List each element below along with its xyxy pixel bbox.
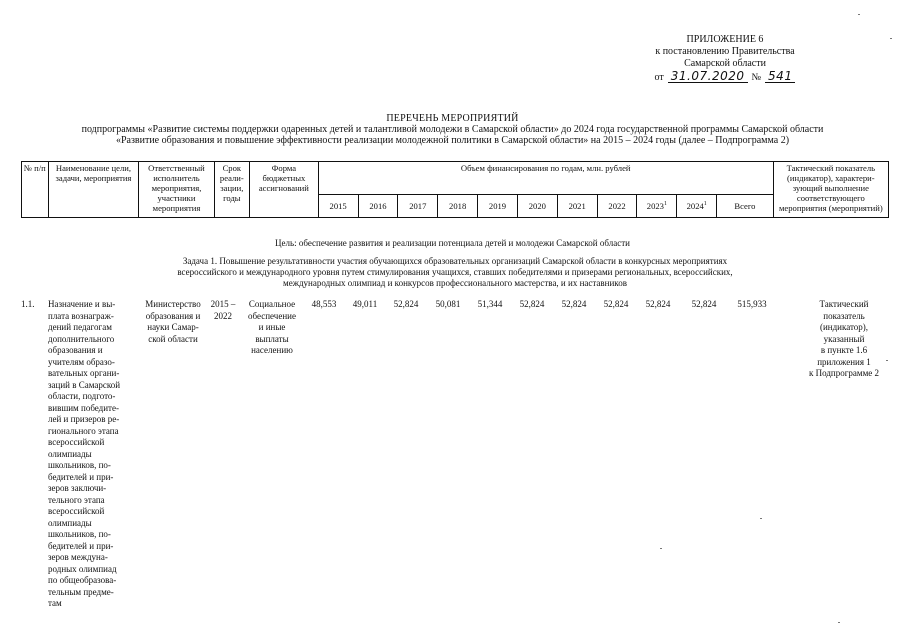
name-line: плата вознаграж- [48,310,114,321]
form-line: населению [251,345,293,355]
footnote-mark: 1 [703,201,707,208]
term-line: 2015 – [210,299,236,309]
header-year: 2016 [358,195,398,218]
row-number: 1.1. [21,299,35,309]
name-line: тельного этапа [48,494,105,505]
header-year-2023: 2023$^1$ [637,195,677,218]
value-2020: 52,824 [519,299,545,309]
header-num: № п/п [22,162,49,218]
name-line: Назначение и вы- [48,299,116,309]
executor-line: образования и [145,310,201,321]
name-line: родных олимпиад [48,563,117,574]
scan-speck [858,14,860,15]
activities-table-header [21,161,889,218]
name-line: по общеобразова- [48,575,117,585]
name-line: зеров заключи- [48,483,107,493]
scan-speck [886,360,888,361]
header-total: Всего [717,195,774,218]
document-title [0,113,905,146]
header-year: 2017 [398,195,438,218]
name-line: бедителей и при- [48,471,114,482]
from-label: от [654,72,664,83]
appendix-line3: Самарской области [684,58,766,69]
header-form: Форма бюджетных ассигнований [250,162,319,218]
title-line1: ПЕРЕЧЕНЬ МЕРОПРИЯТИЙ [386,113,519,124]
activity-term [206,299,240,322]
name-line: бедителей и при- [48,540,114,551]
term-line: 2022 [214,310,232,321]
name-line: там [48,598,62,608]
resolution-date-line [560,70,890,84]
value-2021: 52,824 [561,299,587,309]
name-line: дополнительного [48,333,115,344]
header-name: Наименование цели, задачи, мероприятия [48,162,139,218]
header-year: 2019 [478,195,518,218]
header-year: 2021 [557,195,597,218]
form-line: и иные [258,322,286,332]
header-funding: Объем финансирования по годам, млн. рублей [318,162,773,195]
name-line: лей и призеров ре- [48,414,120,424]
header-year: 2022 [597,195,637,218]
appendix-header [560,34,890,84]
value-2023: 52,824 [645,299,671,309]
form-line: Социальное [248,299,296,309]
value-2015: 48,553 [311,299,337,309]
header-year: 2015 [318,195,358,218]
name-line: учителям образо- [48,356,115,367]
header-executor: Ответственный исполнитель мероприятия, участники мероприятия [139,162,214,218]
executor-line: науки Самар- [147,322,199,332]
name-line: гионального этапа [48,425,119,436]
name-line: образования и [48,345,103,355]
activity-indicator [792,299,896,380]
header-year: 2020 [517,195,557,218]
scan-speck [760,518,762,519]
title-line2: подпрограммы «Развитие системы поддержки одаренных детей и талантливой молодежи в Самарской области» до 2024 года государственной программы Самарской области [81,124,824,135]
name-line: олимпиады [48,517,92,528]
name-line: дений педагогам [48,322,112,332]
task-block [130,256,780,289]
name-line: заций в Самарской [48,379,121,390]
activity-name [48,299,132,610]
indicator-line: указанный [823,333,865,344]
number-label: № [751,72,762,83]
header-term: Срок реали-зации, годы [214,162,249,218]
indicator-line: к Подпрограмме 2 [808,368,880,378]
indicator-line: в пункте 1.6 [820,345,868,355]
name-line: олимпиады [48,448,92,459]
name-line: школьников, по- [48,529,111,539]
indicator-line: приложения 1 [817,356,871,367]
name-line: зеров междуна- [48,552,108,562]
appendix-title: ПРИЛОЖЕНИЕ 6 [686,34,764,45]
indicator-line: показатель [823,310,865,321]
scan-speck [890,38,892,39]
footnote-mark: 1 [663,201,667,208]
task-line3: международных олимпиад и конкурсов профессионального мастерства, и их наставников [283,278,627,288]
task-line2: всероссийского и международного уровня путем стимулирования учащихся, ставших победителями и призерами региональных, всероссийских, [177,267,733,277]
header-year-2024: 2024$^1$ [677,195,717,218]
indicator-line: (индикатор), [819,322,869,332]
name-line: всероссийской [48,437,105,447]
handwritten-date: 31.07.2020 [668,70,748,83]
name-line: вательных органи- [48,368,120,378]
appendix-line2: к постановлению Правительства [655,46,795,57]
name-line: вившим победите- [48,402,119,413]
value-2024: 52,824 [691,299,717,309]
header-year: 2018 [438,195,478,218]
header-indicator: Тактический показатель (индикатор), характери-зующий выполнение соответствующего мероприятия (мероприятий) [773,162,888,218]
title-line3: «Развитие образования и повышение эффективности реализации молодежной политики в Самарской области» на 2015 – 2024 годы (далее – Подпрограмма 2) [115,135,790,146]
form-line: обеспечение [248,310,296,321]
executor-line: ской области [148,333,198,344]
scan-speck [660,548,662,549]
scan-speck [838,622,840,623]
indicator-line: Тактический [819,299,869,309]
name-line: всероссийской [48,506,105,516]
task-line1: Задача 1. Повышение результативности участия обучающихся образовательных организаций Самарской области в конкурсных мероприятиях [182,256,728,266]
value-2019: 51,344 [477,299,503,309]
value-2018: 50,081 [435,299,461,309]
value-2016: 49,011 [352,299,378,309]
handwritten-number: 541 [765,70,795,83]
value-2017: 52,824 [393,299,419,309]
activity-form [240,299,304,357]
executor-line: Министерство [145,299,201,309]
name-line: тельным предме- [48,586,114,597]
name-line: области, подгото- [48,391,116,401]
activity-executor [138,299,208,345]
value-2022: 52,824 [603,299,629,309]
name-line: школьников, по- [48,460,111,470]
form-line: выплаты [255,333,289,344]
value-total: 515,933 [737,299,767,309]
goal-line: Цель: обеспечение развития и реализации потенциала детей и молодежи Самарской области [275,238,630,248]
